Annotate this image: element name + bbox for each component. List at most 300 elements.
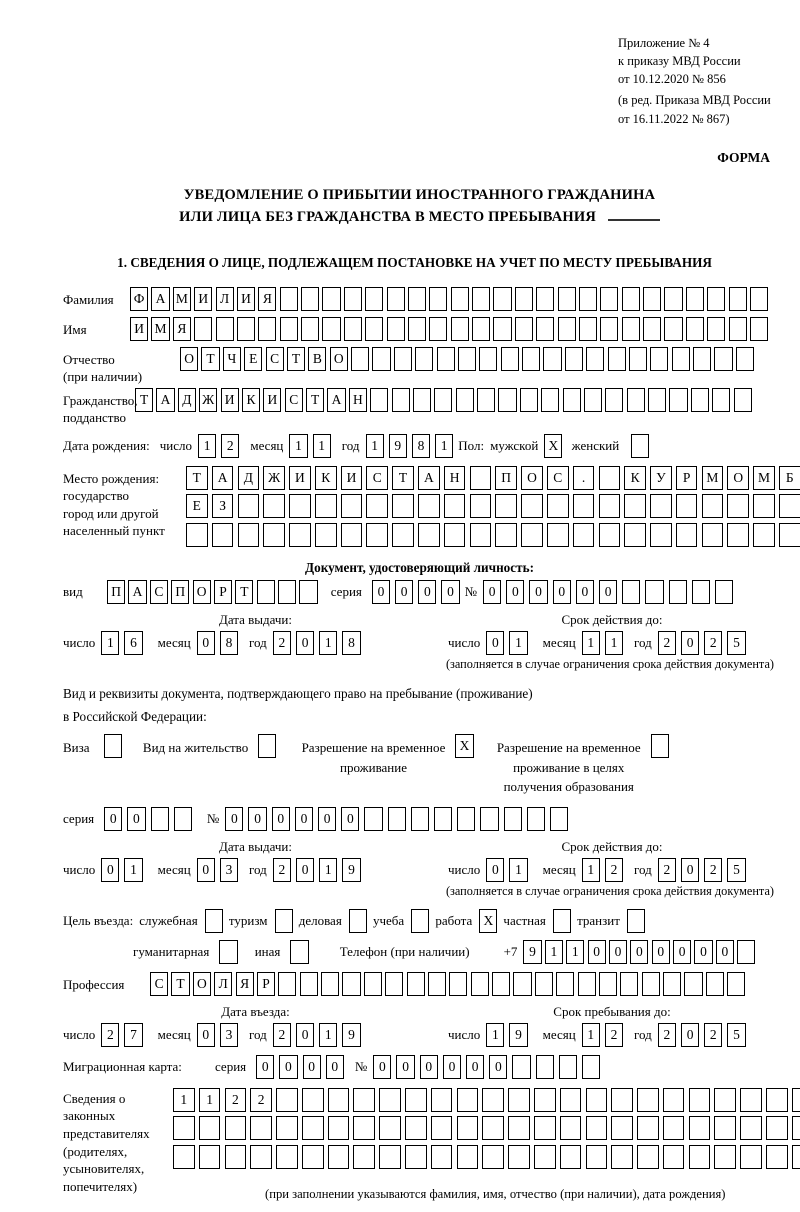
char-cell[interactable]	[536, 1055, 554, 1079]
char-cell[interactable]: 0	[553, 580, 571, 604]
char-cell[interactable]	[408, 317, 426, 341]
char-cell[interactable]	[372, 347, 390, 371]
char-cell[interactable]: 0	[673, 940, 691, 964]
char-cell[interactable]: Т	[135, 388, 153, 412]
char-cell[interactable]	[353, 1145, 375, 1169]
char-cell[interactable]	[437, 347, 455, 371]
char-cell[interactable]	[599, 972, 617, 996]
char-cell[interactable]	[521, 494, 543, 518]
char-cell[interactable]: 1	[582, 1023, 600, 1047]
char-cell[interactable]	[280, 287, 298, 311]
char-cell[interactable]: 1	[313, 434, 331, 458]
char-cell[interactable]	[428, 972, 446, 996]
char-cell[interactable]	[766, 1116, 788, 1140]
char-cell[interactable]: 0	[486, 858, 504, 882]
char-cell[interactable]	[457, 807, 475, 831]
char-cell[interactable]	[342, 972, 360, 996]
char-cell[interactable]	[684, 972, 702, 996]
char-cell[interactable]	[642, 972, 660, 996]
char-cell[interactable]: 0	[248, 807, 266, 831]
char-cell[interactable]	[508, 1145, 530, 1169]
char-cell[interactable]: П	[171, 580, 189, 604]
char-cell[interactable]: Т	[201, 347, 219, 371]
char-cell[interactable]	[792, 1145, 800, 1169]
char-cell[interactable]: 2	[658, 1023, 676, 1047]
char-cell[interactable]	[627, 388, 645, 412]
char-cell[interactable]: С	[150, 972, 168, 996]
char-cell[interactable]	[600, 317, 618, 341]
char-cell[interactable]	[766, 1088, 788, 1112]
char-cell[interactable]	[663, 1088, 685, 1112]
char-cell[interactable]	[676, 523, 698, 547]
char-cell[interactable]: З	[212, 494, 234, 518]
char-cell[interactable]: 2	[704, 858, 722, 882]
char-cell[interactable]	[456, 388, 474, 412]
char-cell[interactable]	[637, 1116, 659, 1140]
char-cell[interactable]	[322, 317, 340, 341]
char-cell[interactable]: С	[366, 466, 388, 490]
char-cell[interactable]	[599, 523, 621, 547]
char-cell[interactable]	[237, 317, 255, 341]
char-cell[interactable]: С	[285, 388, 303, 412]
char-cell[interactable]	[173, 1145, 195, 1169]
char-cell[interactable]	[643, 287, 661, 311]
char-cell[interactable]: 0	[326, 1055, 344, 1079]
char-cell[interactable]: 0	[466, 1055, 484, 1079]
char-cell[interactable]: Д	[178, 388, 196, 412]
char-cell[interactable]: И	[341, 466, 363, 490]
char-cell[interactable]	[353, 1088, 375, 1112]
char-cell[interactable]	[302, 1088, 324, 1112]
char-cell[interactable]	[411, 807, 429, 831]
char-cell[interactable]: А	[128, 580, 146, 604]
char-cell[interactable]	[560, 1145, 582, 1169]
char-cell[interactable]	[556, 972, 574, 996]
char-cell[interactable]	[686, 287, 704, 311]
char-cell[interactable]	[689, 1145, 711, 1169]
char-cell[interactable]: 2	[273, 858, 291, 882]
char-cell[interactable]	[194, 317, 212, 341]
char-cell[interactable]	[669, 580, 687, 604]
char-cell[interactable]: П	[495, 466, 517, 490]
char-cell[interactable]	[219, 940, 237, 964]
char-cell[interactable]	[458, 347, 476, 371]
char-cell[interactable]	[328, 1088, 350, 1112]
char-cell[interactable]: 0	[420, 1055, 438, 1079]
char-cell[interactable]: К	[315, 466, 337, 490]
char-cell[interactable]	[599, 494, 621, 518]
char-cell[interactable]: 9	[342, 858, 360, 882]
char-cell[interactable]	[302, 1145, 324, 1169]
char-cell[interactable]	[493, 287, 511, 311]
char-cell[interactable]	[547, 494, 569, 518]
char-cell[interactable]: 0	[303, 1055, 321, 1079]
char-cell[interactable]	[301, 287, 319, 311]
char-cell[interactable]	[740, 1088, 762, 1112]
char-cell[interactable]	[729, 287, 747, 311]
char-cell[interactable]	[387, 287, 405, 311]
char-cell[interactable]	[472, 287, 490, 311]
char-cell[interactable]: 0	[373, 1055, 391, 1079]
char-cell[interactable]	[578, 972, 596, 996]
char-cell[interactable]	[582, 1055, 600, 1079]
char-cell[interactable]	[560, 1088, 582, 1112]
char-cell[interactable]	[429, 317, 447, 341]
char-cell[interactable]	[573, 523, 595, 547]
char-cell[interactable]: И	[289, 466, 311, 490]
char-cell[interactable]: 0	[599, 580, 617, 604]
char-cell[interactable]: 2	[250, 1088, 272, 1112]
char-cell[interactable]	[328, 1116, 350, 1140]
char-cell[interactable]	[470, 466, 492, 490]
char-cell[interactable]	[579, 287, 597, 311]
char-cell[interactable]	[508, 1088, 530, 1112]
char-cell[interactable]	[527, 807, 545, 831]
char-cell[interactable]	[622, 317, 640, 341]
char-cell[interactable]	[508, 1116, 530, 1140]
char-cell[interactable]	[477, 388, 495, 412]
char-cell[interactable]: Т	[392, 466, 414, 490]
char-cell[interactable]	[714, 347, 732, 371]
char-cell[interactable]: 1	[509, 631, 527, 655]
char-cell[interactable]	[586, 1145, 608, 1169]
char-cell[interactable]: 1	[199, 1088, 221, 1112]
char-cell[interactable]: Т	[186, 466, 208, 490]
char-cell[interactable]	[686, 317, 704, 341]
char-cell[interactable]: 0	[225, 807, 243, 831]
char-cell[interactable]: 0	[104, 807, 122, 831]
char-cell[interactable]: Т	[287, 347, 305, 371]
char-cell[interactable]	[513, 972, 531, 996]
char-cell[interactable]: Ж	[199, 388, 217, 412]
char-cell[interactable]	[624, 523, 646, 547]
char-cell[interactable]: С	[547, 466, 569, 490]
char-cell[interactable]	[104, 734, 122, 758]
char-cell[interactable]: X	[544, 434, 562, 458]
char-cell[interactable]: О	[193, 972, 211, 996]
char-cell[interactable]	[715, 580, 733, 604]
char-cell[interactable]	[364, 807, 382, 831]
char-cell[interactable]	[669, 388, 687, 412]
char-cell[interactable]	[482, 1145, 504, 1169]
char-cell[interactable]	[174, 807, 192, 831]
char-cell[interactable]	[480, 807, 498, 831]
char-cell[interactable]	[449, 972, 467, 996]
char-cell[interactable]	[258, 734, 276, 758]
char-cell[interactable]	[394, 347, 412, 371]
char-cell[interactable]	[586, 1116, 608, 1140]
char-cell[interactable]: 1	[566, 940, 584, 964]
char-cell[interactable]: 8	[412, 434, 430, 458]
char-cell[interactable]	[225, 1116, 247, 1140]
char-cell[interactable]	[599, 466, 621, 490]
char-cell[interactable]	[387, 317, 405, 341]
char-cell[interactable]	[584, 388, 602, 412]
char-cell[interactable]	[740, 1145, 762, 1169]
char-cell[interactable]: С	[150, 580, 168, 604]
char-cell[interactable]	[275, 909, 293, 933]
char-cell[interactable]	[199, 1116, 221, 1140]
char-cell[interactable]	[727, 494, 749, 518]
char-cell[interactable]	[366, 523, 388, 547]
char-cell[interactable]	[431, 1088, 453, 1112]
char-cell[interactable]	[522, 347, 540, 371]
char-cell[interactable]	[702, 494, 724, 518]
char-cell[interactable]: 1	[582, 631, 600, 655]
char-cell[interactable]	[737, 940, 755, 964]
char-cell[interactable]: 0	[652, 940, 670, 964]
char-cell[interactable]	[693, 347, 711, 371]
char-cell[interactable]: 0	[576, 580, 594, 604]
char-cell[interactable]: К	[624, 466, 646, 490]
char-cell[interactable]: Я	[236, 972, 254, 996]
char-cell[interactable]	[457, 1116, 479, 1140]
char-cell[interactable]: И	[237, 287, 255, 311]
char-cell[interactable]: 3	[220, 1023, 238, 1047]
char-cell[interactable]: 0	[681, 631, 699, 655]
char-cell[interactable]	[740, 1116, 762, 1140]
char-cell[interactable]: 0	[127, 807, 145, 831]
char-cell[interactable]	[504, 807, 522, 831]
char-cell[interactable]	[792, 1088, 800, 1112]
char-cell[interactable]: 9	[509, 1023, 527, 1047]
char-cell[interactable]: 2	[658, 631, 676, 655]
char-cell[interactable]	[405, 1145, 427, 1169]
char-cell[interactable]: 0	[256, 1055, 274, 1079]
char-cell[interactable]: 9	[342, 1023, 360, 1047]
char-cell[interactable]: Е	[244, 347, 262, 371]
char-cell[interactable]: 6	[124, 631, 142, 655]
char-cell[interactable]	[411, 909, 429, 933]
char-cell[interactable]	[278, 972, 296, 996]
char-cell[interactable]: М	[702, 466, 724, 490]
char-cell[interactable]: 0	[197, 1023, 215, 1047]
char-cell[interactable]: В	[308, 347, 326, 371]
char-cell[interactable]	[560, 1116, 582, 1140]
char-cell[interactable]	[702, 523, 724, 547]
char-cell[interactable]	[714, 1116, 736, 1140]
char-cell[interactable]	[431, 1116, 453, 1140]
char-cell[interactable]	[707, 317, 725, 341]
char-cell[interactable]	[280, 317, 298, 341]
char-cell[interactable]	[563, 388, 581, 412]
char-cell[interactable]	[493, 317, 511, 341]
char-cell[interactable]	[301, 317, 319, 341]
char-cell[interactable]: 1	[509, 858, 527, 882]
char-cell[interactable]: 1	[173, 1088, 195, 1112]
char-cell[interactable]	[651, 734, 669, 758]
char-cell[interactable]	[689, 1088, 711, 1112]
char-cell[interactable]	[431, 1145, 453, 1169]
char-cell[interactable]: Л	[214, 972, 232, 996]
char-cell[interactable]: Л	[216, 287, 234, 311]
char-cell[interactable]: 0	[681, 1023, 699, 1047]
char-cell[interactable]	[434, 388, 452, 412]
char-cell[interactable]	[365, 287, 383, 311]
char-cell[interactable]	[344, 317, 362, 341]
char-cell[interactable]	[605, 388, 623, 412]
char-cell[interactable]: 0	[296, 1023, 314, 1047]
char-cell[interactable]: 0	[506, 580, 524, 604]
char-cell[interactable]	[415, 347, 433, 371]
char-cell[interactable]	[344, 287, 362, 311]
char-cell[interactable]	[482, 1088, 504, 1112]
char-cell[interactable]: 0	[716, 940, 734, 964]
char-cell[interactable]: 0	[609, 940, 627, 964]
char-cell[interactable]: М	[753, 466, 775, 490]
char-cell[interactable]	[627, 909, 645, 933]
char-cell[interactable]	[418, 523, 440, 547]
char-cell[interactable]	[611, 1088, 633, 1112]
char-cell[interactable]	[611, 1145, 633, 1169]
char-cell[interactable]	[407, 972, 425, 996]
char-cell[interactable]	[418, 494, 440, 518]
char-cell[interactable]	[263, 494, 285, 518]
char-cell[interactable]	[515, 317, 533, 341]
char-cell[interactable]: 0	[272, 807, 290, 831]
char-cell[interactable]	[553, 909, 571, 933]
char-cell[interactable]	[712, 388, 730, 412]
char-cell[interactable]	[472, 317, 490, 341]
char-cell[interactable]	[753, 494, 775, 518]
char-cell[interactable]: С	[266, 347, 284, 371]
char-cell[interactable]: 0	[529, 580, 547, 604]
char-cell[interactable]: 7	[124, 1023, 142, 1047]
char-cell[interactable]: 2	[704, 631, 722, 655]
char-cell[interactable]	[199, 1145, 221, 1169]
char-cell[interactable]	[558, 287, 576, 311]
char-cell[interactable]	[276, 1088, 298, 1112]
char-cell[interactable]	[515, 287, 533, 311]
char-cell[interactable]	[321, 972, 339, 996]
char-cell[interactable]	[559, 1055, 577, 1079]
char-cell[interactable]	[289, 494, 311, 518]
char-cell[interactable]: 1	[319, 1023, 337, 1047]
char-cell[interactable]: Н	[349, 388, 367, 412]
char-cell[interactable]	[392, 494, 414, 518]
char-cell[interactable]	[779, 494, 800, 518]
char-cell[interactable]	[750, 287, 768, 311]
char-cell[interactable]	[766, 1145, 788, 1169]
char-cell[interactable]	[349, 909, 367, 933]
char-cell[interactable]	[205, 909, 223, 933]
char-cell[interactable]	[727, 972, 745, 996]
char-cell[interactable]: 0	[486, 631, 504, 655]
char-cell[interactable]	[212, 523, 234, 547]
char-cell[interactable]	[645, 580, 663, 604]
char-cell[interactable]: 0	[295, 807, 313, 831]
char-cell[interactable]: 2	[605, 1023, 623, 1047]
char-cell[interactable]: Е	[186, 494, 208, 518]
char-cell[interactable]	[276, 1145, 298, 1169]
char-cell[interactable]	[250, 1116, 272, 1140]
char-cell[interactable]: 2	[101, 1023, 119, 1047]
char-cell[interactable]: 1	[198, 434, 216, 458]
char-cell[interactable]	[434, 807, 452, 831]
char-cell[interactable]	[451, 287, 469, 311]
char-cell[interactable]	[534, 1145, 556, 1169]
char-cell[interactable]	[495, 494, 517, 518]
char-cell[interactable]: 0	[197, 858, 215, 882]
char-cell[interactable]: 0	[395, 580, 413, 604]
char-cell[interactable]	[225, 1145, 247, 1169]
char-cell[interactable]	[520, 388, 538, 412]
char-cell[interactable]: Т	[235, 580, 253, 604]
char-cell[interactable]	[729, 317, 747, 341]
char-cell[interactable]: О	[180, 347, 198, 371]
char-cell[interactable]: 2	[704, 1023, 722, 1047]
char-cell[interactable]: А	[418, 466, 440, 490]
char-cell[interactable]: 2	[605, 858, 623, 882]
char-cell[interactable]: 0	[396, 1055, 414, 1079]
char-cell[interactable]: 0	[341, 807, 359, 831]
char-cell[interactable]	[620, 972, 638, 996]
char-cell[interactable]	[543, 347, 561, 371]
char-cell[interactable]	[558, 317, 576, 341]
char-cell[interactable]: И	[130, 317, 148, 341]
char-cell[interactable]	[278, 580, 296, 604]
char-cell[interactable]	[637, 1088, 659, 1112]
char-cell[interactable]: Т	[171, 972, 189, 996]
char-cell[interactable]	[672, 347, 690, 371]
char-cell[interactable]: 0	[318, 807, 336, 831]
char-cell[interactable]	[429, 287, 447, 311]
char-cell[interactable]	[302, 1116, 324, 1140]
char-cell[interactable]: 2	[273, 631, 291, 655]
char-cell[interactable]: 2	[273, 1023, 291, 1047]
char-cell[interactable]	[444, 523, 466, 547]
char-cell[interactable]: 1	[101, 631, 119, 655]
char-cell[interactable]	[328, 1145, 350, 1169]
char-cell[interactable]	[727, 523, 749, 547]
char-cell[interactable]	[495, 523, 517, 547]
char-cell[interactable]	[714, 1088, 736, 1112]
char-cell[interactable]	[276, 1116, 298, 1140]
char-cell[interactable]: 1	[124, 858, 142, 882]
title-blank-field[interactable]	[608, 207, 660, 221]
char-cell[interactable]: К	[242, 388, 260, 412]
char-cell[interactable]	[405, 1088, 427, 1112]
char-cell[interactable]	[388, 807, 406, 831]
char-cell[interactable]	[173, 1116, 195, 1140]
char-cell[interactable]: 1	[289, 434, 307, 458]
char-cell[interactable]: 5	[727, 1023, 745, 1047]
char-cell[interactable]	[779, 523, 800, 547]
char-cell[interactable]	[663, 1145, 685, 1169]
char-cell[interactable]: 1	[435, 434, 453, 458]
char-cell[interactable]: Р	[676, 466, 698, 490]
char-cell[interactable]	[408, 287, 426, 311]
char-cell[interactable]	[501, 347, 519, 371]
char-cell[interactable]: М	[151, 317, 169, 341]
char-cell[interactable]	[586, 1088, 608, 1112]
char-cell[interactable]: 5	[727, 858, 745, 882]
char-cell[interactable]	[534, 1116, 556, 1140]
char-cell[interactable]	[238, 523, 260, 547]
char-cell[interactable]: А	[151, 287, 169, 311]
char-cell[interactable]	[792, 1116, 800, 1140]
char-cell[interactable]	[186, 523, 208, 547]
char-cell[interactable]	[257, 580, 275, 604]
char-cell[interactable]	[536, 317, 554, 341]
char-cell[interactable]	[689, 1116, 711, 1140]
char-cell[interactable]: А	[327, 388, 345, 412]
char-cell[interactable]: М	[173, 287, 191, 311]
char-cell[interactable]	[379, 1116, 401, 1140]
char-cell[interactable]	[315, 494, 337, 518]
char-cell[interactable]	[622, 287, 640, 311]
char-cell[interactable]: 0	[694, 940, 712, 964]
